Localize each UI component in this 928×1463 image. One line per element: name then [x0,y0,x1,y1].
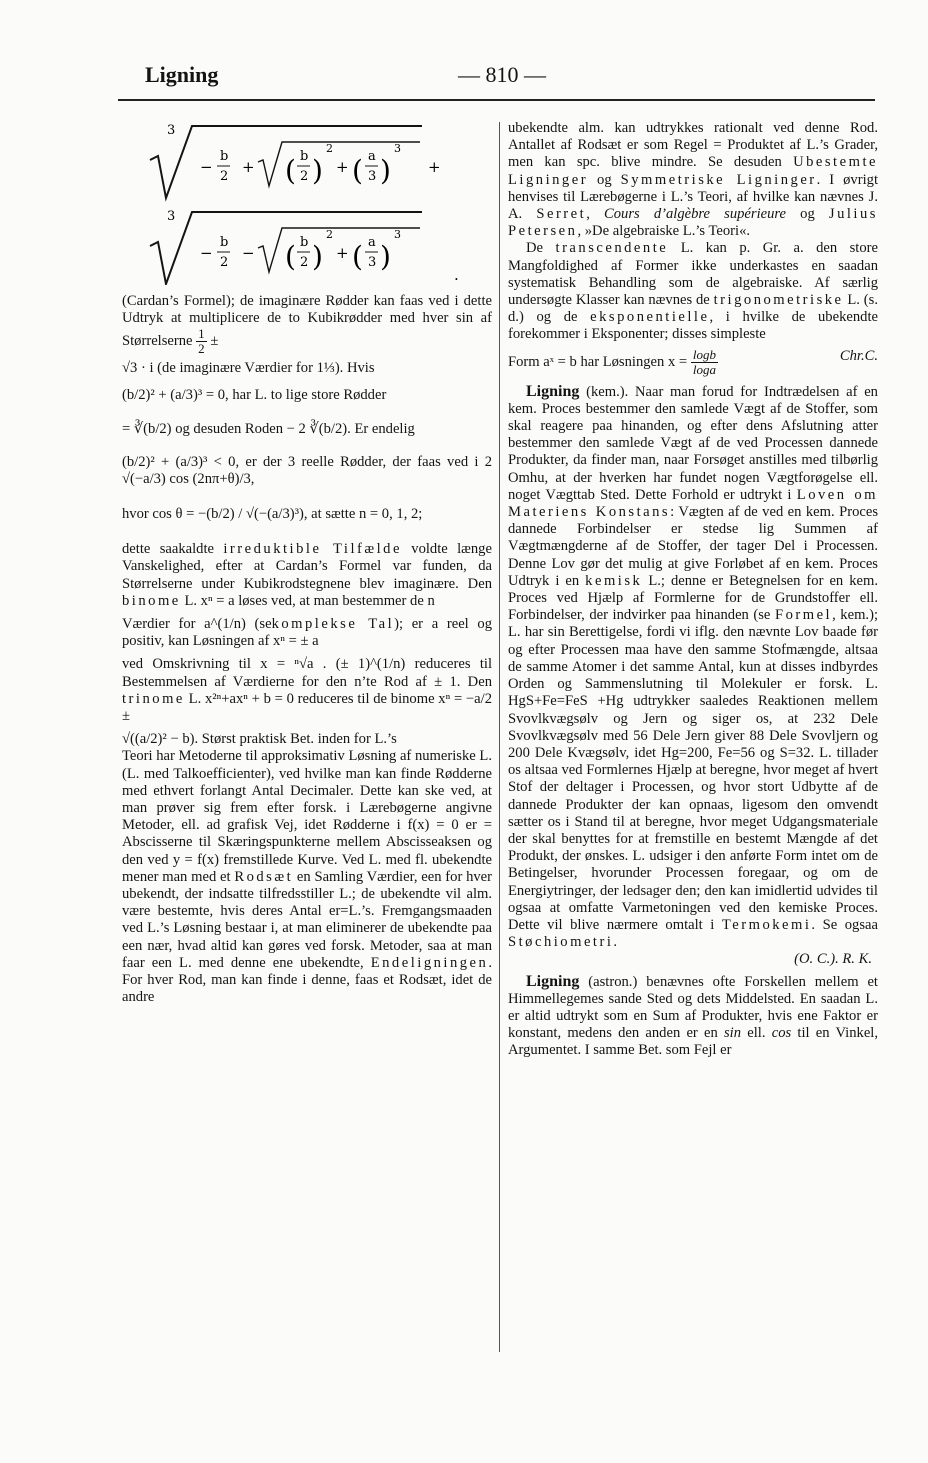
cardan-formula-graphic [122,120,492,285]
frac-2: 2 [220,169,229,184]
svg-text:(: ( [352,154,363,187]
svg-text:3: 3 [368,255,377,270]
trail-plus: + [428,158,441,176]
entry-ligning-kem: Ligning (kem.). Naar man forud for Indtrædelsen af en kem. Proces bestemmer den samlede Vægt af de Stoffer, som skal reagere paa hinanden, og efter dens Afslutning atter bestemmer den samlede Vægt af de ved Processen dannede Produkter, da finder man, naar Forsøget anstilles med tilbørlig Omhu, at der hverken har fundet nogen Vægtforøgelse ell. noget Vægttab Sted. Dette Forhold er udtrykt i Loven om Materiens Konstans: Vægten af de ved en kem. Proces dannede Forbindelser er stedse lig Summen af Vægtmængderne af de Stoffer, der tager Del i Processen. Denne Lov gør det mulig at give Forløbet af en kem. Proces Udtryk i en kemisk L.; denne er Betegnelsen for en kem. Proces ved Hjælp af Formlerne for de Grundstoffer ell. Forbindelser, der indvirker paa hinanden (se Formel, kem.); L. har sin Berettigelse, fordi vi iflg. den nævnte Lov baade før og efter Processen maa have den samme Stofmængde, altsaa de samme Atomer i det samme Antal, kun at disses indbyrdes Orden og Sammenslutning til Molekuler er forsk. L. HgS+Fe=FeS +Hg udtrykker saaledes Reaktionen mellem Svovlkvægsølv og Jern og siger os, at 232 Dele Svovlkvægsølv med 56 Dele Jern giver 88 Dele Svovljern og 200 Dele Kvægsølv, idet Hg=200, Fe=56 og S=32. L. tillader os altsaa ved Formlernes Hjælp at beregne, hvor meget af hvert Stof der deltager i Processen, og hvor stort Udbytte af de dannede Produkter der kan opnaas, ligesom den omvendt sætter os i Stand til at beregne, hvor meget Udgangsmateriale der skal benyttes for at fremstille en bestemt Mængde af det Produkt, der ønskes. L. udsiger i den anførte Form intet om de Betingelser, hvorunder Processen foregaar, og om de Energiytringer, der ledsager den; den kan imidlertid udvides til ogsaa at omfatte Varmetoningen ved den kemiske Proces. Dette vil blive nærmere omtalt i Termokemi. Se ogsaa Støchiometri. [508,382,879,951]
equation-line-1: (b/2)² + (a/3)³ = 0, har L. to lige store Rødder [122,386,387,403]
frac-a-inner: a [368,149,376,164]
svg-text:2: 2 [220,255,229,270]
cardan-formula [122,120,492,285]
paragraph-trinome: ved Omskrivning til x = ⁿ√a . (± 1)^(1/n) reduceres til Bestemmelsen af Værdierne for den n’te Rod af ± 1. Den trinome L. x²ⁿ+axⁿ + b = 0 reduceres til de binome xⁿ = −a/2 ± [122,656,492,725]
paragraph-rodsaet: ubekendte alm. kan udtrykkes rationalt ved denne Rod. Antallet af Rodsæt er som Regel = Produktet af L.’s Grader, men kan spc. blive mindre. Se desuden Ubestemte Ligninger og Symmetriske Ligninger. I øvrigt henvises til Lærebøgerne i L.’s Teori, af hvilke kan nævnes J. A. Serret, Cours d’algèbre supérieure og Julius Petersen, »De algebraiske L.’s Teori«. [508,120,878,240]
entry-headword: Ligning [526,382,580,400]
exp-3: 3 [394,142,401,155]
svg-text:+: + [336,244,349,262]
equation-line-2: = ∛(b/2) og desuden Roden − 2 ∛(b/2). Er endelig [122,420,415,437]
minus-sign: − [200,158,213,176]
header-rule [118,99,875,101]
running-title: Ligning [145,62,219,87]
svg-text:−: − [242,244,255,262]
svg-text:a: a [368,235,376,250]
svg-text:3: 3 [394,228,401,241]
frac-3-inner: 3 [368,169,377,184]
right-column [508,120,878,1060]
paren: ( [285,154,296,187]
log-fraction: $\frac{\log b}{\log a}$ [692,346,716,377]
svg-text:(: ( [285,240,296,273]
signature-chr: Chr.C. [839,347,878,364]
formula-dot: . [454,266,459,284]
svg-text:b: b [300,235,309,250]
frac-b: b [220,149,229,164]
fraction-half: $\frac{1}{2}$ [198,326,205,357]
page-header [0,0,928,100]
left-column [122,120,492,1007]
equation-line-4: hvor cos θ = −(b/2) / √(−(a/3)³), at sætte n = 0, 1, 2; [122,506,423,523]
exp-2: 2 [326,142,333,155]
page-number: — 810 — [458,62,546,87]
paragraph-transcendent: De transcendente L. kan p. Gr. a. den store Mangfoldighed af Former ikke underkastes en saadan systematisk Behandling som de algebraiske. Af særlig undersøgte Klasser kan nævnes de trigonometriske L. (s. d.) og de eksponentielle, i hvilke de ubekendte forekommer i Eksponenter; disses simpleste [508,240,878,343]
svg-text:2: 2 [326,228,333,241]
svg-text:2: 2 [300,255,309,270]
svg-text:): ) [312,240,323,273]
column-divider [499,122,500,1352]
root-index: 3 [167,123,176,138]
paragraph-practical: √((a/2)² − b). Størst praktisk Bet. inden for L.’s [122,731,397,748]
root-index-2: 3 [167,209,176,224]
svg-text:+: + [336,158,349,176]
svg-text:(: ( [352,240,363,273]
entry-ligning-astron: Ligning (astron.) benævnes ofte Forskellen mellem et Himmellegemes sande Sted og dets Middelsted. En saadan L. er altid udtrykt som en Sum af Produkter, hvis ene Faktor er konstant, medens den anden er en sin ell. cos til en Vinkel, Argumentet. I samme Bet. som Fejl er [508,972,878,1059]
equation-line-3: (b/2)² + (a/3)³ < 0, er der 3 reelle Rødder, der faas ved i 2 √(−a/3) cos (2nπ+θ)/3, [122,453,492,487]
plus-sign: + [242,158,255,176]
paragraph-irreducible: dette saakaldte irreduktible Tilfælde voldte længe Vanskelighed, efter at Cardan’s Formel var funden, da Størrelserne under Kubikrodstegnene blev imaginære. Den binome L. xⁿ = a løses ved, at man bestemmer de n [122,541,492,609]
svg-text:): ) [312,154,323,187]
paragraph-log-form: Form aˣ = b har Løsningen x = $\frac{\log b}{\log a}$ Chr.C. [508,346,878,377]
paragraph-imaginary: √3 · i (de imaginære Værdier for 1⅓). Hvis [122,360,375,377]
svg-text:): ) [380,240,391,273]
frac-b-inner: b [300,149,309,164]
frac-2-inner: 2 [300,169,309,184]
paragraph-cardan: (Cardan’s Formel); de imaginære Rødder kan faas ved i dette Udtryk at multiplicere de to Kubikrødder med hver sin af Størrelserne $\frac{1}{2}$ ± [122,293,492,357]
paragraph-complex: Værdier for a^(1/n) (sekomplekse Tal); er a reel og positiv, kan Løsningen af xⁿ = ± a [122,616,492,650]
svg-text:b: b [220,235,229,250]
svg-text:): ) [380,154,391,187]
signature-ock: (O. C.). R. K. [794,951,872,968]
paragraph-approx: Teori har Metoderne til approksimativ Løsning af numeriske L. (L. med Talkoefficienter), ved hvilke man kan finde Rødderne med ethvert forlangt Antal Decimaler. Dette kan ske ved, at man prøver sig frem efter forsk. i Lærebøgerne angivne Metoder, ell. ad grafisk Vej, idet Rødderne i f(x) = 0 er = Abscisserne til Skæringspunkterne mellem Abscisseaksen og den ved y = f(x) fremstillede Kurve. Ved L. med fl. ubekendte mener man med et Rodsæt en Samling Værdier, een for hver ubekendt, der indsatte tilfredsstiller L.; de ubekendte vil alm. være bestemte, hvis deres Antal er=L.’s. Fremgangsmaaden ved L.’s Løsning bestaar i, at man eliminerer de ubekendte paa een nær, hvad altid kan gøres ved forsk. Metoder, saa at man faar een L. med denne ene ubekendte, Endeligningen. For hver Rod, man kan finde i denne, faas et Rodsæt, idet de andre [122,748,493,1006]
entry-headword-astron: Ligning [526,972,580,990]
minus-sign-2: − [200,244,213,262]
